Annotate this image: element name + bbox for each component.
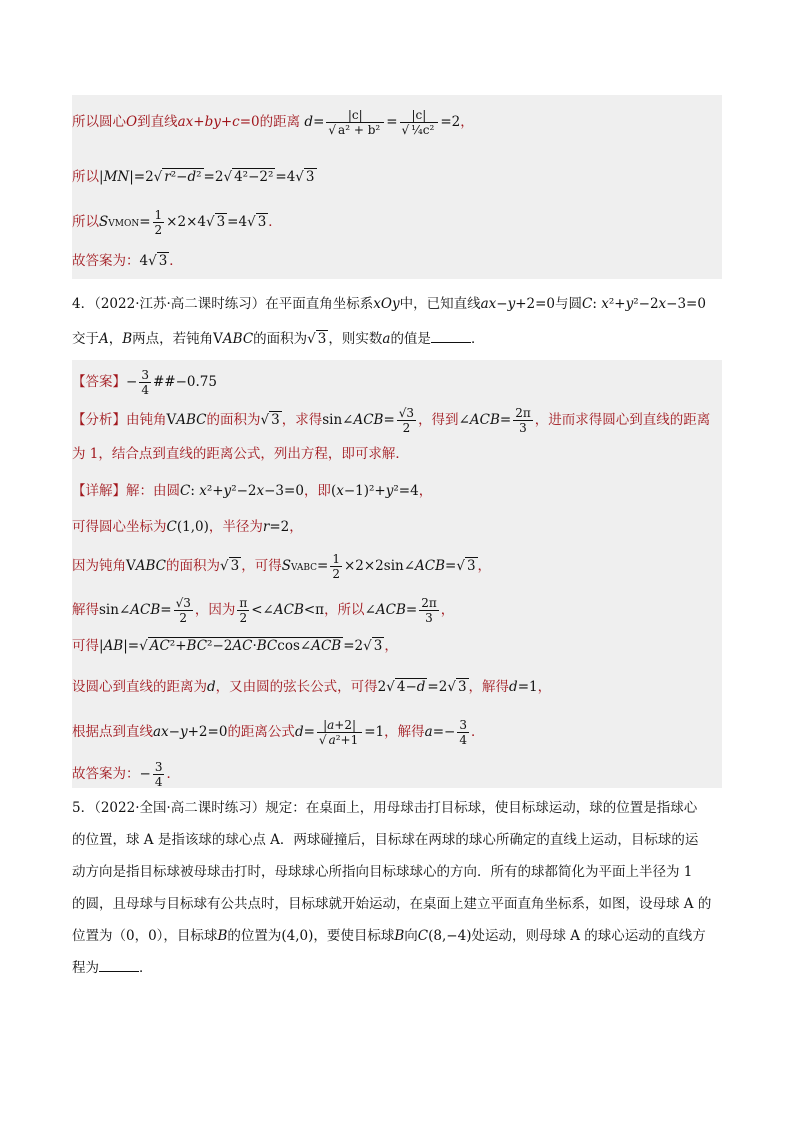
analysis-line2: 为 1，结合点到直线的距离公式，列出方程，即可求解．	[72, 446, 409, 462]
detail-line7: 根据点到直线ax−y+2=0的距离公式d= $\frac{|a+2|}{\text{√ a²+1}}$ =1，解得a=− $\frac{3}{4}$ ．	[72, 718, 485, 747]
detail-line3: 因为钝角VABC的面积为√ 3 ，可得SVABC= $\frac{1}{2}$ ×2×2sin∠ACB=√ 3 ，	[72, 552, 492, 581]
question-4-stem-line2: 交于A，B两点，若钝角VABC的面积为√ 3 ，则实数a的值是 ．	[72, 331, 485, 347]
solution-line-area: 所以SVMON= $\frac{1}{2}$ ×2×4√ 3 =4√ 3 ．	[72, 208, 282, 237]
question-5-line5: 位置为（0，0），目标球B的位置为(4,0)，要使目标球B向C(8,−4)处运动，则母球 A 的球心运动的直线方	[72, 928, 706, 944]
question-5-line6: 程为 ．	[72, 960, 153, 976]
question-5-line1: 5．（2022·全国·高二课时练习）规定：在桌面上，用母球击打目标球，使目标球运动，球的位置是指球心	[72, 800, 698, 816]
answer-blank	[99, 959, 139, 972]
detail-line5: 可得|AB|=√ AC²+BC²−2AC·BCcos∠ACB =2√ 3 ，	[72, 638, 398, 654]
detail-line2: 可得圆心坐标为C(1,0)，半径为r=2，	[72, 519, 303, 535]
question-4-stem-line1: 4．（2022·江苏·高二课时练习）在平面直角坐标系xOy中，已知直线ax−y+2=0与圆C: x²+y²−2x−3=0	[72, 296, 706, 312]
answer-blank	[431, 330, 471, 343]
detail-line6: 设圆心到直线的距离为d，又由圆的弦长公式，可得2√ 4−d =2√ 3 ，解得d=1，	[72, 679, 552, 695]
solution-line-mn: 所以|MN|=2√ r²−d² =2√ 4²−2² =4√ 3	[72, 169, 315, 185]
solution-line-distance: 所以圆心O到直线ax+by+c=0的距离 d= $\frac{|c|}{\text{√ a² + b²}}$ = $\frac{|c|}{\text{√ ¼c²}}$ =2，	[72, 108, 474, 137]
answer-line: 【答案】− $\frac{3}{4}$ ##−0.75	[72, 368, 217, 397]
question-5-line3: 动方向是指目标球被母球击打时，母球球心所指向目标球球心的方向．所有的球都简化为平面上半径为 1	[72, 864, 693, 880]
detail-line4: 解得sin∠ACB= $\frac{√3}{2}$ ，因为 $\frac{\pi}{2}$ <∠ACB<π，所以∠ACB= $\frac{2\pi}{3}$ ，	[72, 596, 455, 625]
question-5-line2: 的位置，球 A 是指该球的球心点 A．两球碰撞后，目标球在两球的球心所确定的直线上运动，目标球的运	[72, 832, 699, 848]
detail-line1: 【详解】解：由圆C: x²+y²−2x−3=0，即(x−1)²+y²=4，	[72, 483, 433, 499]
detail-line8: 故答案为：− $\frac{3}{4}$ ．	[72, 760, 180, 789]
analysis-line1: 【分析】由钝角VABC的面积为√ 3 ，求得sin∠ACB= $\frac{√3}{2}$ ，得到∠ACB= $\frac{2\pi}{3}$ ，进而求得圆心到直线的距离	[72, 406, 711, 435]
question-5-line4: 的圆，且母球与目标球有公共点时，目标球就开始运动，在桌面上建立平面直角坐标系，如图，设母球 A 的	[72, 896, 712, 912]
solution-line-answer: 故答案为：4√ 3 ．	[72, 253, 183, 269]
